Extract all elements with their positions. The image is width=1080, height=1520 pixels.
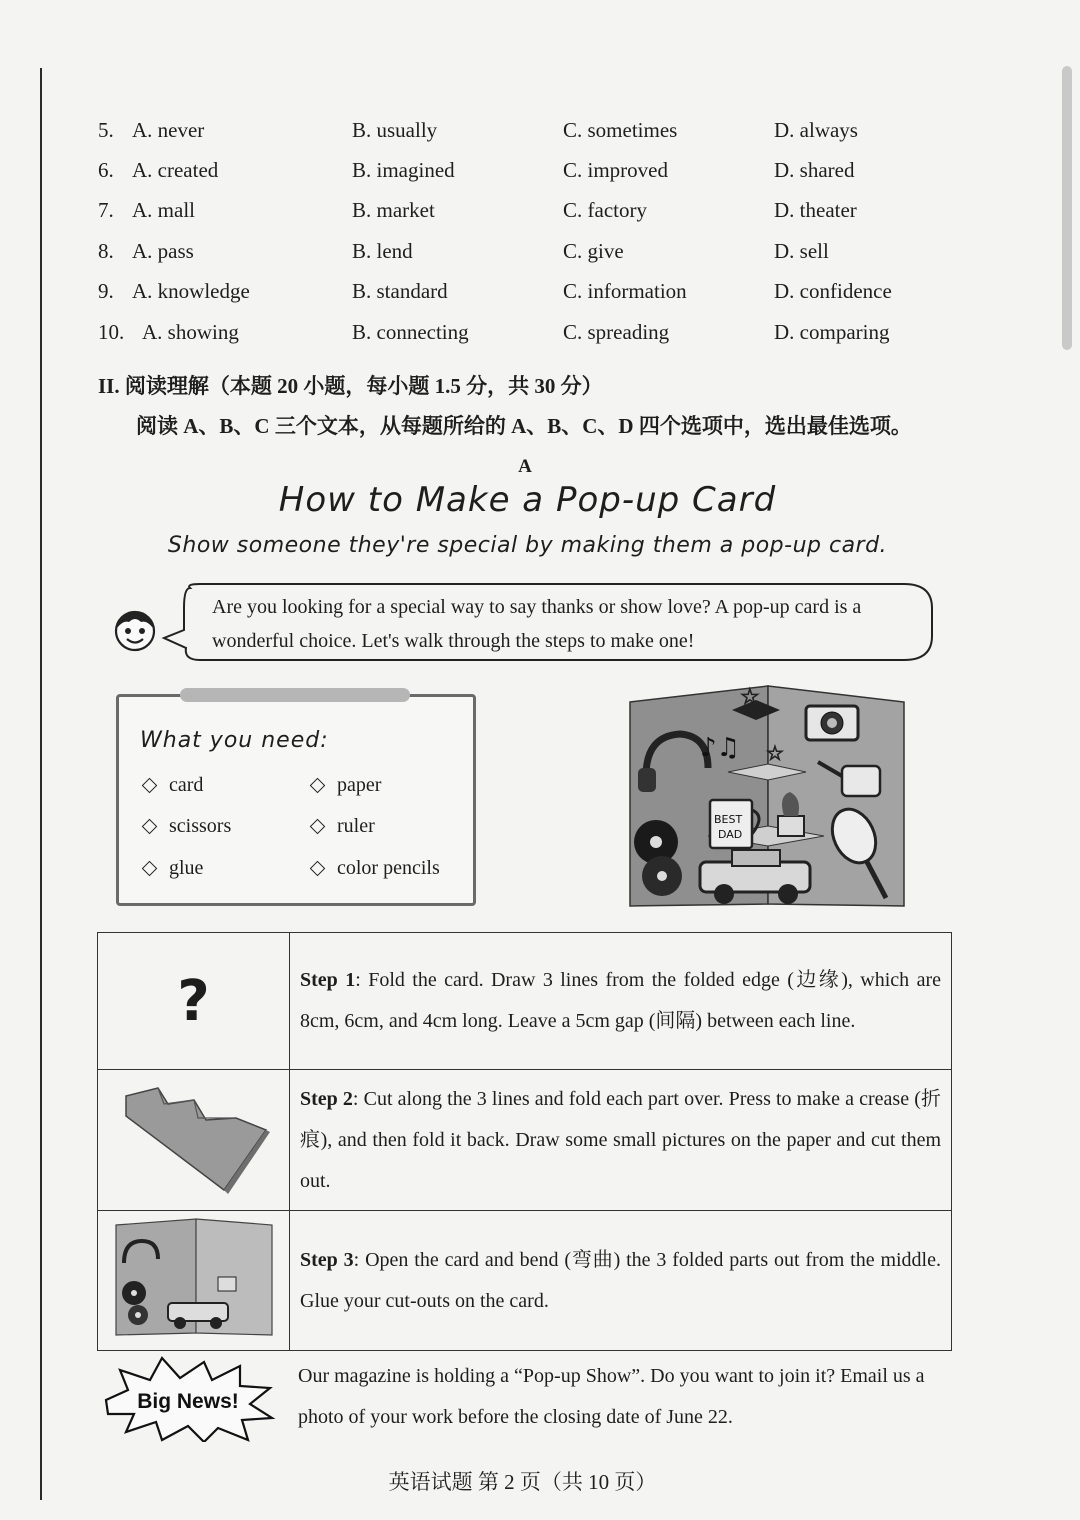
need-item-label: ruler <box>337 815 375 837</box>
passage-subtitle: Show someone they're special by making them a pop-up card. <box>167 533 888 558</box>
mug-label-dad: DAD <box>718 828 743 841</box>
big-news-label: Big News! <box>137 1390 239 1413</box>
option-b: B. imagined <box>352 158 455 183</box>
mug-icon <box>710 800 759 848</box>
option-c: C. give <box>563 238 624 263</box>
option-d: D. shared <box>774 158 855 183</box>
step-row-3 <box>98 1211 952 1351</box>
option-d: D. confidence <box>774 279 892 304</box>
step-description: : Fold the card. Draw 3 lines from the folded edge (边缘), which are 8cm, 6cm, and 4cm long. Leave a 5cm gap (间隔) between each line. <box>300 969 941 1032</box>
option-b: B. lend <box>352 238 413 263</box>
diamond-bullet-icon <box>310 861 326 877</box>
music-notes-icon <box>700 733 740 763</box>
option-b: B. market <box>352 198 435 223</box>
option-b: B. connecting <box>352 319 469 344</box>
page-footer: 英语试题 第 2 页（共 10 页） <box>388 1470 657 1494</box>
option-b: B. usually <box>352 117 438 142</box>
diamond-bullet-icon <box>142 778 158 794</box>
question-number: 5. <box>98 117 114 142</box>
option-c: C. information <box>563 279 687 304</box>
section-instruction: 阅读 A、B、C 三个文本，从每题所给的 A、B、C、D 四个选项中，选出最佳选项。 <box>136 414 912 438</box>
step-label: Step 3 <box>300 1248 354 1271</box>
step-label: Step 1 <box>300 969 356 991</box>
need-item-label: card <box>169 774 204 796</box>
mug-label-best: BEST <box>714 813 743 826</box>
option-d: D. theater <box>774 198 857 223</box>
camera-icon <box>806 706 858 740</box>
question-number: 7. <box>98 198 114 223</box>
diamond-bullet-icon <box>310 819 326 835</box>
step-description: : Open the card and bend (弯曲) the 3 folded parts out from the middle. Glue your cut-outs on the card. <box>300 1248 941 1312</box>
svg-text:☆: ☆ <box>766 741 784 765</box>
need-item <box>308 815 375 838</box>
bubble-text: Are you looking for a special way to say thanks or show love? A pop-up card is a wonderful choice. Let's walk through the steps to make one! <box>212 596 862 652</box>
step-1-text <box>290 933 952 1070</box>
option-a: A. mall <box>132 198 195 223</box>
step-3-text <box>290 1211 952 1351</box>
passage-title: How to Make a Pop-up Card <box>278 480 777 520</box>
question-number: 9. <box>98 279 114 304</box>
option-c: C. factory <box>563 198 647 223</box>
step-1-image <box>98 933 290 1070</box>
question-mark-icon: ? <box>177 968 210 1034</box>
need-item <box>140 857 203 880</box>
step-label: Step 2 <box>300 1087 353 1110</box>
option-a: A. knowledge <box>132 279 250 304</box>
option-c: C. sometimes <box>563 117 678 142</box>
choice-row-8 <box>98 231 958 271</box>
steps-table <box>97 932 952 1351</box>
need-item <box>308 774 381 797</box>
choice-row-5 <box>98 110 958 150</box>
step-row-1 <box>98 933 952 1070</box>
choice-row-6 <box>98 150 958 190</box>
passage-letter: A <box>518 456 532 477</box>
question-number: 10. <box>98 319 125 344</box>
big-news-burst-icon <box>100 1356 276 1442</box>
option-c: C. improved <box>563 158 668 183</box>
diamond-bullet-icon <box>142 861 158 877</box>
need-item <box>308 857 440 880</box>
choice-row-10 <box>98 312 958 352</box>
diamond-bullet-icon <box>142 819 158 835</box>
choice-row-9 <box>98 272 958 312</box>
option-a: A. never <box>132 117 205 142</box>
step-description: : Cut along the 3 lines and fold each part over. Press to make a crease (折痕), and then fold it back. Draw some small pictures on the paper and cut them out. <box>300 1087 941 1192</box>
svg-text:☆: ☆ <box>740 685 760 710</box>
option-d: D. sell <box>774 238 829 263</box>
question-number: 6. <box>98 158 114 183</box>
need-item-label: scissors <box>169 815 232 837</box>
option-c: C. spreading <box>563 319 670 344</box>
option-a: A. created <box>132 158 219 183</box>
popup-card-illustration <box>628 676 906 912</box>
cartoon-face-icon <box>113 608 157 652</box>
choice-row-7 <box>98 191 958 231</box>
option-d: D. comparing <box>774 319 890 344</box>
scrollbar-thumb[interactable] <box>1062 66 1072 350</box>
section-title: II. 阅读理解（本题 20 小题，每小题 1.5 分，共 30 分） <box>98 374 603 398</box>
need-item <box>140 815 231 838</box>
step-2-image <box>98 1070 290 1211</box>
need-item-label: color pencils <box>337 857 440 879</box>
step-2-text <box>290 1070 952 1211</box>
page-margin-line <box>40 68 42 1500</box>
need-item <box>140 774 203 797</box>
diamond-bullet-icon <box>310 778 326 794</box>
needs-box-tab <box>180 688 410 702</box>
needs-title: What you need: <box>140 728 329 753</box>
need-item-label: glue <box>169 857 204 879</box>
need-item-label: paper <box>337 774 382 796</box>
option-b: B. standard <box>352 279 448 304</box>
choice-list <box>98 110 958 352</box>
folded-paper-icon <box>98 1070 289 1205</box>
option-a: A. pass <box>132 238 194 263</box>
svg-text:♪♫: ♪♫ <box>700 733 740 763</box>
option-a: A. showing <box>142 319 239 344</box>
step-3-image <box>98 1211 290 1351</box>
question-number: 8. <box>98 238 114 263</box>
step-row-2 <box>98 1070 952 1211</box>
finished-card-thumbnail <box>98 1211 289 1345</box>
news-text: Our magazine is holding a “Pop-up Show”. Do you want to join it? Email us a photo of your work before the closing date of June 22. <box>298 1365 925 1428</box>
option-d: D. always <box>774 117 858 142</box>
